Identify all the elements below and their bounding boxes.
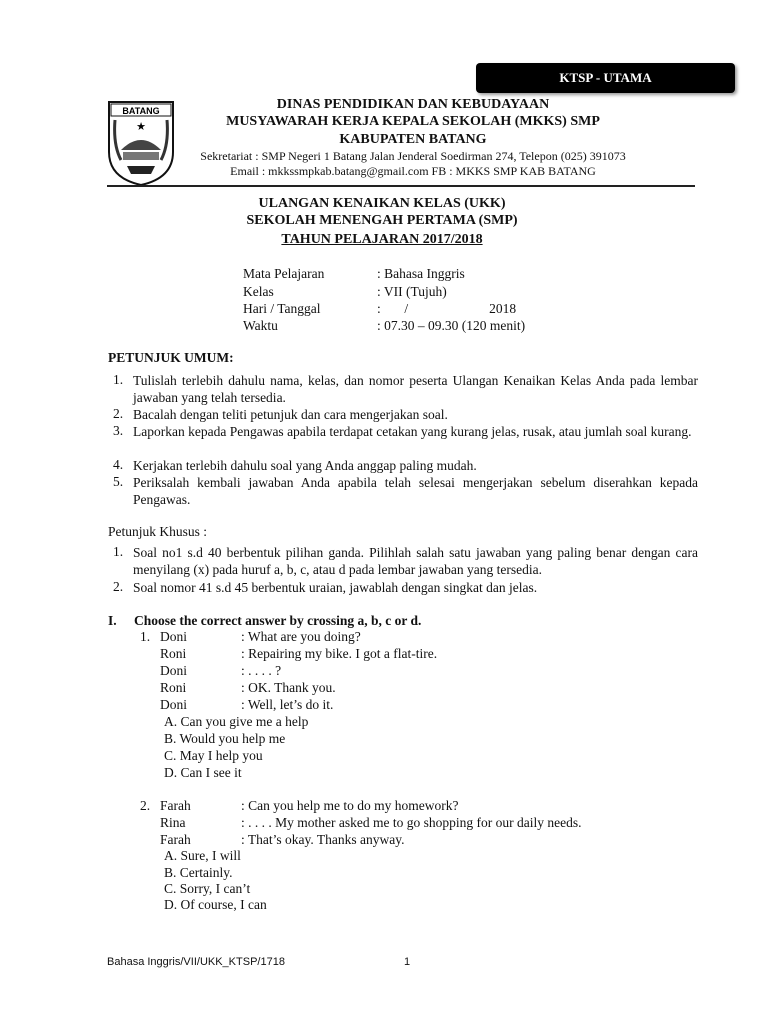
info-label: Mata Pelajaran — [243, 266, 325, 281]
utterance: : That’s okay. Thanks anyway. — [241, 832, 405, 847]
svg-text:BATANG: BATANG — [122, 106, 160, 116]
speaker: Roni — [160, 680, 187, 695]
answer-option: D. Of course, I can — [164, 897, 267, 912]
list-item: Tulislah terlebih dahulu nama, kelas, dan nomor peserta Ulangan Kenaikan Kelas Anda pada lembar jawaban yang telah tersedia. — [133, 373, 698, 405]
answer-option: A. Sure, I will — [164, 848, 241, 863]
utterance: : What are you doing? — [241, 629, 361, 644]
batang-logo-icon — [107, 100, 175, 186]
answer-option: B. Would you help me — [164, 731, 286, 746]
utterance: : Can you help me to do my homework? — [241, 798, 459, 813]
header-region: KABUPATEN BATANG — [339, 132, 487, 147]
general-instructions-heading: PETUNJUK UMUM: — [108, 350, 234, 365]
header-divider — [107, 185, 695, 187]
school-level: SEKOLAH MENENGAH PERTAMA (SMP) — [246, 213, 518, 228]
info-value: : 07.30 – 09.30 (120 menit) — [377, 318, 526, 333]
question-number: 2. — [140, 798, 151, 813]
footer-code: Bahasa Inggris/VII/UKK_KTSP/1718 — [107, 956, 285, 968]
info-value: : VII (Tujuh) — [377, 284, 447, 299]
utterance: : OK. Thank you. — [241, 680, 336, 695]
answer-option: D. Can I see it — [164, 765, 242, 780]
utterance: : Repairing my bike. I got a flat-tire. — [241, 646, 438, 661]
list-item: Soal nomor 41 s.d 45 berbentuk uraian, jawablah dengan singkat dan jelas. — [133, 580, 538, 595]
list-item: Kerjakan terlebih dahulu soal yang Anda anggap paling mudah. — [133, 458, 477, 473]
list-number: 3. — [113, 423, 124, 438]
list-item: Laporkan kepada Pengawas apabila terdapat cetakan yang kurang jelas, rusak, atau jumlah soal kurang. — [133, 424, 692, 439]
speaker: Doni — [160, 697, 187, 712]
page-number: 1 — [404, 956, 411, 968]
header-organization: MUSYAWARAH KERJA KEPALA SEKOLAH (MKKS) SMP — [226, 114, 600, 129]
info-value: : / 2018 — [377, 301, 517, 316]
header-address: Sekretariat : SMP Negeri 1 Batang Jalan Jenderal Soedirman 274, Telepon (025) 391073 — [200, 149, 626, 163]
answer-option: B. Certainly. — [164, 865, 233, 880]
list-number: 2. — [113, 406, 124, 421]
speaker: Doni — [160, 663, 187, 678]
section-instruction: Choose the correct answer by crossing a, b, c or d. — [134, 613, 422, 628]
exam-title: ULANGAN KENAIKAN KELAS (UKK) — [258, 196, 506, 211]
answer-option: C. May I help you — [164, 748, 263, 763]
answer-option: C. Sorry, I can’t — [164, 881, 251, 896]
header-contact: Email : mkkssmpkab.batang@gmail.com FB : MKKS SMP KAB BATANG — [230, 164, 596, 178]
list-item: Soal no1 s.d 40 berbentuk pilihan ganda. Pilihlah salah satu jawaban yang paling benar dengan cara menyilang (x) pada huruf a, b, c, atau d pada lembar jawaban yang tersedia. — [133, 545, 698, 577]
list-item: Bacalah dengan teliti petunjuk dan cara mengerjakan soal. — [133, 407, 448, 422]
speaker: Roni — [160, 646, 187, 661]
utterance: : . . . . My mother asked me to go shopping for our daily needs. — [241, 815, 582, 830]
list-number: 4. — [113, 457, 124, 472]
info-label: Kelas — [243, 284, 274, 299]
info-label: Waktu — [243, 318, 278, 333]
answer-option: A. Can you give me a help — [164, 714, 309, 729]
list-number: 2. — [113, 579, 124, 594]
question-number: 1. — [140, 629, 151, 644]
svg-text:★: ★ — [136, 121, 146, 133]
speaker: Farah — [160, 832, 191, 847]
speaker: Farah — [160, 798, 191, 813]
info-value: : Bahasa Inggris — [377, 266, 465, 281]
utterance: : . . . . ? — [241, 663, 282, 678]
list-number: 1. — [113, 372, 124, 387]
info-label: Hari / Tanggal — [243, 301, 321, 316]
speaker: Rina — [160, 815, 186, 830]
list-item: Periksalah kembali jawaban Anda apabila telah selesai mengerjakan sebelum diserahkan kepada Pengawas. — [133, 475, 698, 507]
header-agency: DINAS PENDIDIKAN DAN KEBUDAYAAN — [276, 97, 550, 112]
utterance: : Well, let’s do it. — [241, 697, 334, 712]
section-number: I. — [108, 613, 117, 628]
speaker: Doni — [160, 629, 187, 644]
list-number: 5. — [113, 474, 124, 489]
list-number: 1. — [113, 544, 124, 559]
special-instructions-heading: Petunjuk Khusus : — [108, 524, 208, 539]
academic-year: TAHUN PELAJARAN 2017/2018 — [281, 232, 483, 247]
curriculum-badge: KTSP - UTAMA — [476, 63, 735, 93]
